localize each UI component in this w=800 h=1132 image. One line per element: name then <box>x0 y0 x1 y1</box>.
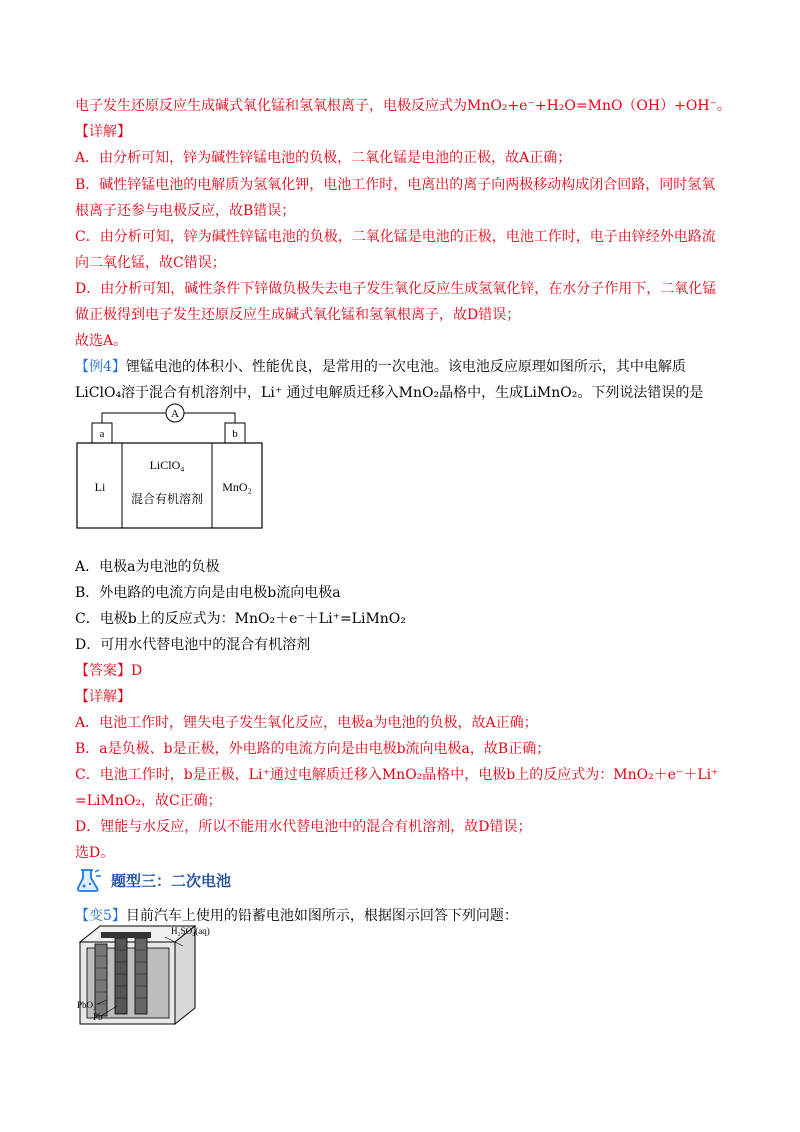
wire-left <box>102 413 166 423</box>
example-4-text-2: LiClO₄溶于混合有机溶剂中，Li⁺ 通过电解质迁移入MnO₂晶格中，生成LiMnO₂。下列说法错误的是 <box>75 385 704 401</box>
electrode-b-label: b <box>232 428 238 440</box>
text-line-d2: B．a是负极、b是正极，外电路的电流方向是由电极b流向电极a，故B正确； <box>75 741 551 757</box>
text-line-l1: 电子发生还原反应生成碱式氧化锰和氢氧根离子，电极反应式为MnO₂+e⁻+H₂O=MnO（OH）+OH⁻。 <box>75 98 731 114</box>
text-line-od: D．可用水代替电池中的混合有机溶剂 <box>75 637 311 653</box>
text-line-d4: =LiMnO₂，故C正确； <box>75 793 222 809</box>
answer-value: D <box>131 663 143 679</box>
electrode-a-label: a <box>99 428 105 440</box>
plate-3 <box>135 938 147 1014</box>
pb-label: Pb <box>93 1012 103 1022</box>
terminal-bar <box>101 932 151 938</box>
text-line-l4: B．碱性锌锰电池的电解质为氢氧化钾，电池工作时，电离出的离子向两极移动构成闭合回路，同时氢氧 <box>75 177 716 193</box>
mno2-label: MnO₂ <box>222 480 252 494</box>
text-line-d6: 选D。 <box>75 845 115 861</box>
pb-plate <box>115 938 127 1014</box>
text-line-d1: A．电池工作时，锂失电子发生氧化反应，电极a为电池的负极，故A正确； <box>75 715 538 731</box>
ammeter-label: A <box>171 408 179 420</box>
wire-right <box>184 413 235 423</box>
battery-side <box>175 926 195 1024</box>
acid-label: H₂SO₄(aq) <box>171 926 210 936</box>
text-line-l5: 根离子还参与电极反应，故B错误； <box>75 203 296 219</box>
variant-5-text: 目前汽车上使用的铅蓄电池如图所示，根据图示回答下列问题： <box>125 908 518 924</box>
variant-5-tag: 【变5】 <box>75 908 126 924</box>
text-line-l6: C．由分析可知，锌为碱性锌锰电池的负极，二氧化锰是电池的正极，电池工作时，电子由锌经外电路流 <box>75 229 716 245</box>
text-line-oa: A．电极a为电池的负极 <box>75 559 220 575</box>
electrolyte-label: LiClO₄ <box>149 458 185 472</box>
text-line-l3: A．由分析可知，锌为碱性锌锰电池的负极，二氧化锰是电池的正极，故A正确； <box>75 150 572 166</box>
lithium-cell-diagram <box>75 399 275 534</box>
answer-line <box>75 661 735 681</box>
flask-icon <box>75 867 103 893</box>
section-heading <box>75 866 231 894</box>
text-line-d3: C．电池工作时，b是正极，Li⁺通过电解质迁移入MnO₂晶格中，电极b上的反应式为：MnO₂＋e⁻＋Li⁺ <box>75 767 719 783</box>
lead-acid-battery-diagram <box>75 920 235 1030</box>
example-4-question-line-1 <box>75 357 735 377</box>
li-label: Li <box>94 480 106 494</box>
text-line-l7: 向二氧化锰，故C错误； <box>75 255 226 271</box>
text-line-l8: D．由分析可知，碱性条件下锌做负极失去电子发生氧化反应生成氢氧化锌，在水分子作用下，二氧化锰 <box>75 281 717 297</box>
text-line-d5: D．锂能与水反应，所以不能用水代替电池中的混合有机溶剂，故D错误； <box>75 819 532 835</box>
detail-tag: 【详解】 <box>75 689 131 705</box>
section-heading-text: 题型三：二次电池 <box>111 871 232 890</box>
detail-heading <box>75 687 735 707</box>
solvent-label: 混合有机溶剂 <box>130 492 204 506</box>
answer-tag: 【答案】 <box>75 663 131 679</box>
example-4-tag: 【例4】 <box>75 359 126 375</box>
text-line-l10: 故选A。 <box>75 333 128 349</box>
text-line-ob: B．外电路的电流方向是由电极b流向电极a <box>75 585 341 601</box>
text-line-oc: C．电极b上的反应式为：MnO₂＋e⁻＋Li⁺=LiMnO₂ <box>75 611 406 627</box>
text-line-l2: 【详解】 <box>75 124 131 140</box>
text-line-l9: 做正极得到电子发生还原反应生成碱式氧化锰和氢氧根离子，故D错误； <box>75 307 521 323</box>
pbo2-label: PbO₂ <box>77 1000 97 1010</box>
example-4-text-1: 锂锰电池的体积小、性能优良，是常用的一次电池。该电池反应原理如图所示，其中电解质 <box>125 359 686 375</box>
